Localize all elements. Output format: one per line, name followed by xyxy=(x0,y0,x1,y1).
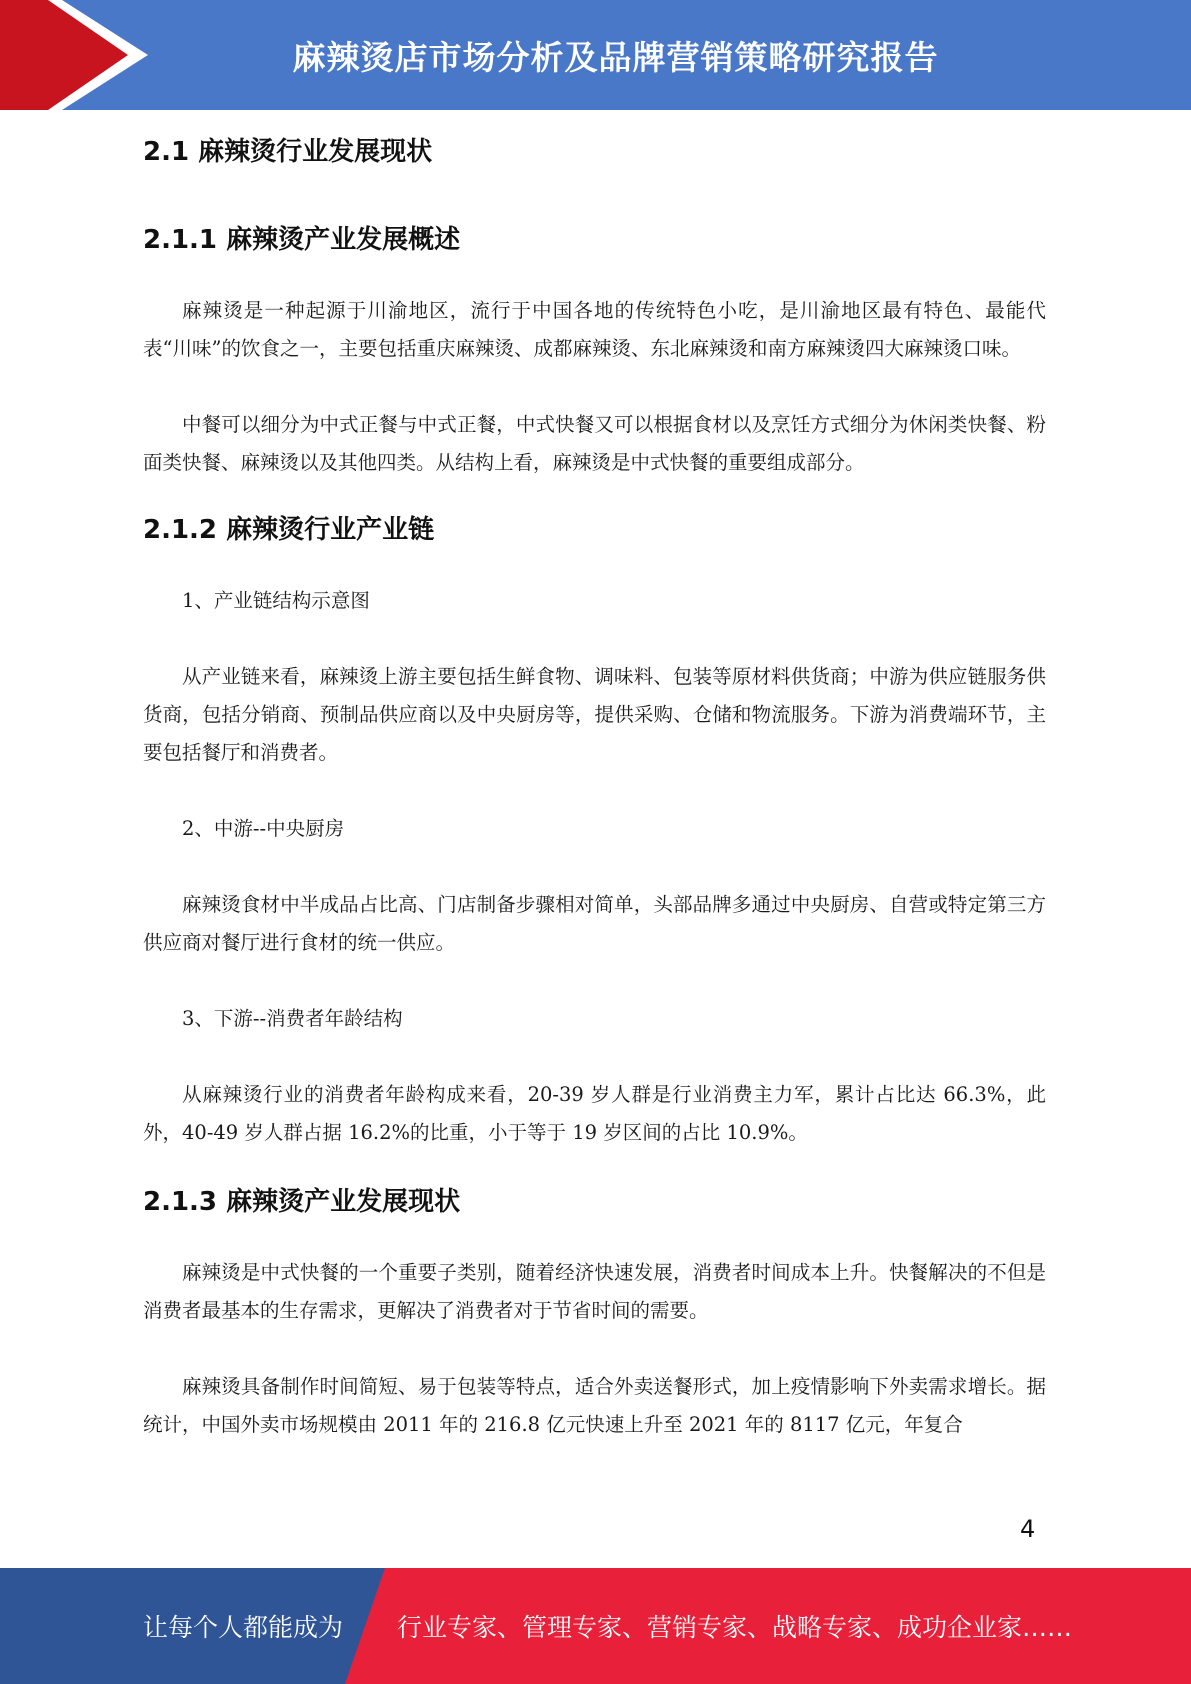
page-footer xyxy=(0,1568,1191,1684)
subheading-central-kitchen: 2、中游--中央厨房 xyxy=(182,817,345,840)
section-heading-2-1-3: 2.1.3 麻辣烫产业发展现状 xyxy=(143,1187,461,1217)
document-body xyxy=(143,110,1046,1444)
report-title: 麻辣烫店市场分析及品牌营销策略研究报告 xyxy=(292,37,939,77)
header-chevron-icon xyxy=(0,0,160,110)
paragraph-chain-2: 麻辣烫食材中半成品占比高、门店制备步骤相对简单，头部品牌多通过中央厨房、自营或特定第三方供应商对餐厅进行食材的统一供应。 xyxy=(143,893,1046,954)
paragraph-chain-1: 从产业链来看，麻辣烫上游主要包括生鲜食物、调味料、包装等原材料供货商；中游为供应链服务供货商，包括分销商、预制品供应商以及中央厨房等，提供采购、仓储和物流服务。下游为消费端环节，主要包括餐厅和消费者。 xyxy=(143,665,1046,764)
page-number: 4 xyxy=(1020,1515,1036,1543)
paragraph-chain-3: 从麻辣烫行业的消费者年龄构成来看，20-39 岁人群是行业消费主力军，累计占比达 66.3%，此外，40-49 岁人群占据 16.2%的比重，小于等于 19 岁区间的占比 10.9%。 xyxy=(143,1083,1046,1144)
section-heading-2-1-1: 2.1.1 麻辣烫产业发展概述 xyxy=(143,225,461,255)
paragraph-status-1: 麻辣烫是中式快餐的一个重要子类别，随着经济快速发展，消费者时间成本上升。快餐解决的不但是消费者最基本的生存需求，更解决了消费者对于节省时间的需要。 xyxy=(143,1261,1046,1322)
paragraph-overview-2: 中餐可以细分为中式正餐与中式正餐，中式快餐又可以根据食材以及烹饪方式细分为休闲类快餐、粉面类快餐、麻辣烫以及其他四类。从结构上看，麻辣烫是中式快餐的重要组成部分。 xyxy=(143,413,1046,474)
paragraph-status-2: 麻辣烫具备制作时间简短、易于包装等特点，适合外卖送餐形式，加上疫情影响下外卖需求增长。据统计，中国外卖市场规模由 2011 年的 216.8 亿元快速上升至 2021 年的 8117 亿元，年复合 xyxy=(143,1375,1046,1436)
paragraph-overview-1: 麻辣烫是一种起源于川渝地区，流行于中国各地的传统特色小吃，是川渝地区最有特色、最能代表“川味”的饮食之一，主要包括重庆麻辣烫、成都麻辣烫、东北麻辣烫和南方麻辣烫四大麻辣烫口味。 xyxy=(143,299,1046,360)
section-heading-2-1: 2.1 麻辣烫行业发展现状 xyxy=(143,137,433,167)
footer-slogan-left: 让每个人都能成为 xyxy=(143,1613,344,1642)
subheading-chain-diagram: 1、产业链结构示意图 xyxy=(182,589,370,612)
footer-slogan-right: 行业专家、管理专家、营销专家、战略专家、成功企业家…… xyxy=(397,1613,1073,1642)
page-header xyxy=(0,0,1191,110)
section-heading-2-1-2: 2.1.2 麻辣烫行业产业链 xyxy=(143,515,435,545)
subheading-consumer-age: 3、下游--消费者年龄结构 xyxy=(182,1007,403,1030)
